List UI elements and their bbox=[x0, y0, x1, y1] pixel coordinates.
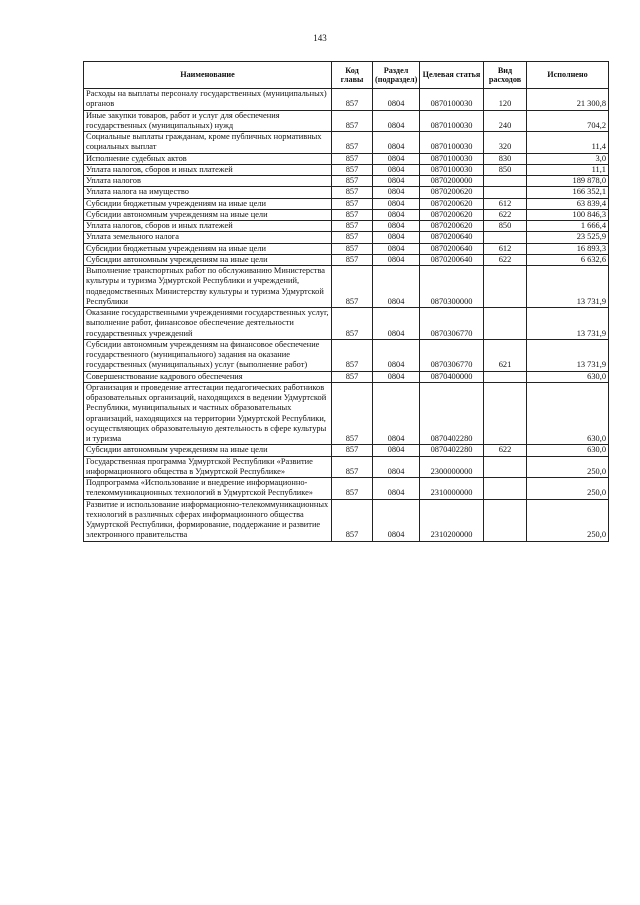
cell-type bbox=[484, 499, 527, 541]
cell-name: Субсидии бюджетным учреждениям на иные цели bbox=[84, 198, 332, 209]
cell-code: 857 bbox=[332, 266, 373, 308]
cell-code: 857 bbox=[332, 132, 373, 154]
cell-name: Исполнение судебных актов bbox=[84, 153, 332, 164]
cell-section: 0804 bbox=[373, 209, 420, 220]
cell-amount: 166 352,1 bbox=[527, 187, 609, 198]
cell-type: 621 bbox=[484, 339, 527, 371]
table-row bbox=[84, 254, 609, 265]
cell-name: Иные закупки товаров, работ и услуг для обеспечения государственных (муниципальных) нужд bbox=[84, 110, 332, 132]
cell-amount: 100 846,3 bbox=[527, 209, 609, 220]
table-row bbox=[84, 382, 609, 445]
cell-article: 0870100030 bbox=[420, 89, 484, 111]
cell-code: 857 bbox=[332, 499, 373, 541]
cell-amount: 11,4 bbox=[527, 132, 609, 154]
cell-section: 0804 bbox=[373, 187, 420, 198]
cell-name: Уплата земельного налога bbox=[84, 232, 332, 243]
cell-section: 0804 bbox=[373, 153, 420, 164]
cell-code: 857 bbox=[332, 254, 373, 265]
cell-type: 850 bbox=[484, 221, 527, 232]
cell-code: 857 bbox=[332, 209, 373, 220]
cell-article: 0870306770 bbox=[420, 339, 484, 371]
cell-amount: 630,0 bbox=[527, 445, 609, 456]
cell-amount: 23 525,9 bbox=[527, 232, 609, 243]
cell-type bbox=[484, 478, 527, 500]
cell-section: 0804 bbox=[373, 89, 420, 111]
page-number: 143 bbox=[313, 33, 327, 43]
table-row bbox=[84, 499, 609, 541]
table-row bbox=[84, 209, 609, 220]
table-row bbox=[84, 110, 609, 132]
cell-article: 0870200620 bbox=[420, 198, 484, 209]
cell-name: Субсидии автономным учреждениям на финансовое обеспечение государственного (муниципального) задания на оказание государственных (муниципальных) услуг (выполнение работ) bbox=[84, 339, 332, 371]
cell-type bbox=[484, 232, 527, 243]
cell-amount: 704,2 bbox=[527, 110, 609, 132]
table-row bbox=[84, 187, 609, 198]
header-section: Раздел (подраздел) bbox=[373, 62, 420, 89]
table-row bbox=[84, 243, 609, 254]
cell-name: Социальные выплаты гражданам, кроме публичных нормативных социальных выплат bbox=[84, 132, 332, 154]
cell-code: 857 bbox=[332, 198, 373, 209]
cell-section: 0804 bbox=[373, 132, 420, 154]
table-row bbox=[84, 153, 609, 164]
table-row bbox=[84, 266, 609, 308]
table-row bbox=[84, 89, 609, 111]
cell-section: 0804 bbox=[373, 176, 420, 187]
cell-code: 857 bbox=[332, 445, 373, 456]
table-row bbox=[84, 371, 609, 382]
cell-section: 0804 bbox=[373, 232, 420, 243]
cell-article: 2310000000 bbox=[420, 478, 484, 500]
cell-article: 0870306770 bbox=[420, 308, 484, 340]
cell-section: 0804 bbox=[373, 221, 420, 232]
cell-article: 0870100030 bbox=[420, 164, 484, 175]
cell-type: 612 bbox=[484, 243, 527, 254]
cell-article: 0870300000 bbox=[420, 266, 484, 308]
cell-type bbox=[484, 371, 527, 382]
cell-section: 0804 bbox=[373, 456, 420, 478]
cell-amount: 13 731,9 bbox=[527, 308, 609, 340]
table-row bbox=[84, 308, 609, 340]
cell-article: 0870100030 bbox=[420, 153, 484, 164]
cell-article: 2300000000 bbox=[420, 456, 484, 478]
cell-code: 857 bbox=[332, 382, 373, 445]
cell-section: 0804 bbox=[373, 266, 420, 308]
cell-name: Субсидии автономным учреждениям на иные цели bbox=[84, 209, 332, 220]
cell-amount: 250,0 bbox=[527, 499, 609, 541]
cell-code: 857 bbox=[332, 164, 373, 175]
table-row bbox=[84, 132, 609, 154]
cell-name: Расходы на выплаты персоналу государственных (муниципальных) органов bbox=[84, 89, 332, 111]
cell-section: 0804 bbox=[373, 371, 420, 382]
cell-name: Субсидии автономным учреждениям на иные цели bbox=[84, 445, 332, 456]
cell-type bbox=[484, 266, 527, 308]
cell-article: 2310200000 bbox=[420, 499, 484, 541]
cell-name: Развитие и использование информационно-телекоммуникационных технологий в различных сферах информационного общества Удмуртской Республики, формирование, поддержание и развитие электронного правительства bbox=[84, 499, 332, 541]
cell-name: Уплата налога на имущество bbox=[84, 187, 332, 198]
cell-name: Подпрограмма «Использование и внедрение информационно-телекоммуникационных технологий в Удмуртской Республике» bbox=[84, 478, 332, 500]
table-row bbox=[84, 221, 609, 232]
cell-name: Субсидии автономным учреждениям на иные цели bbox=[84, 254, 332, 265]
header-article: Целевая статья bbox=[420, 62, 484, 89]
cell-code: 857 bbox=[332, 89, 373, 111]
cell-name: Государственная программа Удмуртской Республики «Развитие информационного общества в Удмуртской Республике» bbox=[84, 456, 332, 478]
table-row bbox=[84, 176, 609, 187]
cell-type bbox=[484, 308, 527, 340]
cell-code: 857 bbox=[332, 478, 373, 500]
cell-section: 0804 bbox=[373, 110, 420, 132]
cell-article: 0870200620 bbox=[420, 209, 484, 220]
cell-amount: 21 300,8 bbox=[527, 89, 609, 111]
cell-section: 0804 bbox=[373, 339, 420, 371]
table-row bbox=[84, 478, 609, 500]
cell-type: 612 bbox=[484, 198, 527, 209]
cell-article: 0870402280 bbox=[420, 382, 484, 445]
cell-type bbox=[484, 382, 527, 445]
cell-article: 0870200640 bbox=[420, 232, 484, 243]
cell-type bbox=[484, 456, 527, 478]
cell-article: 0870200000 bbox=[420, 176, 484, 187]
cell-type: 240 bbox=[484, 110, 527, 132]
cell-code: 857 bbox=[332, 339, 373, 371]
cell-name: Уплата налогов bbox=[84, 176, 332, 187]
cell-section: 0804 bbox=[373, 198, 420, 209]
cell-type: 320 bbox=[484, 132, 527, 154]
cell-name: Уплата налогов, сборов и иных платежей bbox=[84, 164, 332, 175]
cell-type: 830 bbox=[484, 153, 527, 164]
cell-amount: 6 632,6 bbox=[527, 254, 609, 265]
cell-code: 857 bbox=[332, 243, 373, 254]
budget-table bbox=[83, 61, 609, 542]
cell-section: 0804 bbox=[373, 499, 420, 541]
cell-article: 0870402280 bbox=[420, 445, 484, 456]
cell-type bbox=[484, 187, 527, 198]
cell-amount: 1 666,4 bbox=[527, 221, 609, 232]
cell-code: 857 bbox=[332, 232, 373, 243]
table-row bbox=[84, 445, 609, 456]
cell-amount: 250,0 bbox=[527, 478, 609, 500]
table-row bbox=[84, 456, 609, 478]
cell-amount: 189 878,0 bbox=[527, 176, 609, 187]
cell-amount: 13 731,9 bbox=[527, 339, 609, 371]
table-row bbox=[84, 164, 609, 175]
cell-article: 0870400000 bbox=[420, 371, 484, 382]
table-row bbox=[84, 339, 609, 371]
cell-amount: 630,0 bbox=[527, 371, 609, 382]
cell-section: 0804 bbox=[373, 478, 420, 500]
cell-name: Оказание государственными учреждениями государственных услуг, выполнение работ, финансовое обеспечение деятельности государственных учреждений bbox=[84, 308, 332, 340]
cell-code: 857 bbox=[332, 308, 373, 340]
cell-name: Выполнение транспортных работ по обслуживанию Министерства культуры и туризма Удмуртской Республики и учреждений, подведомственных Министерству культуры и туризма Удмуртской Республики bbox=[84, 266, 332, 308]
header-name: Наименование bbox=[84, 62, 332, 89]
cell-article: 0870100030 bbox=[420, 110, 484, 132]
cell-section: 0804 bbox=[373, 308, 420, 340]
cell-name: Уплата налогов, сборов и иных платежей bbox=[84, 221, 332, 232]
cell-amount: 630,0 bbox=[527, 382, 609, 445]
cell-code: 857 bbox=[332, 221, 373, 232]
cell-section: 0804 bbox=[373, 445, 420, 456]
cell-name: Совершенствование кадрового обеспечения bbox=[84, 371, 332, 382]
cell-amount: 13 731,9 bbox=[527, 266, 609, 308]
header-amount: Исполнено bbox=[527, 62, 609, 89]
cell-code: 857 bbox=[332, 371, 373, 382]
cell-type: 622 bbox=[484, 254, 527, 265]
table-row bbox=[84, 198, 609, 209]
cell-amount: 3,0 bbox=[527, 153, 609, 164]
header-code: Код главы bbox=[332, 62, 373, 89]
cell-code: 857 bbox=[332, 187, 373, 198]
cell-type: 850 bbox=[484, 164, 527, 175]
cell-name: Субсидии бюджетным учреждениям на иные цели bbox=[84, 243, 332, 254]
cell-amount: 16 893,3 bbox=[527, 243, 609, 254]
table-row bbox=[84, 232, 609, 243]
cell-code: 857 bbox=[332, 153, 373, 164]
cell-section: 0804 bbox=[373, 254, 420, 265]
cell-type: 120 bbox=[484, 89, 527, 111]
cell-section: 0804 bbox=[373, 382, 420, 445]
cell-section: 0804 bbox=[373, 164, 420, 175]
cell-article: 0870100030 bbox=[420, 132, 484, 154]
cell-section: 0804 bbox=[373, 243, 420, 254]
cell-article: 0870200640 bbox=[420, 243, 484, 254]
table-header-row bbox=[84, 62, 609, 89]
cell-code: 857 bbox=[332, 110, 373, 132]
cell-amount: 250,0 bbox=[527, 456, 609, 478]
cell-code: 857 bbox=[332, 176, 373, 187]
cell-type: 622 bbox=[484, 209, 527, 220]
cell-article: 0870200620 bbox=[420, 187, 484, 198]
header-type: Вид расходов bbox=[484, 62, 527, 89]
cell-amount: 63 839,4 bbox=[527, 198, 609, 209]
cell-article: 0870200620 bbox=[420, 221, 484, 232]
cell-type bbox=[484, 176, 527, 187]
cell-name: Организация и проведение аттестации педагогических работников образовательных организаций, находящихся в ведении Удмуртской Республики, муниципальных и частных образовательных организаций, находящихся на территории Удмуртской Республики, осуществляющих образовательную деятельность в сфере культуры и туризма bbox=[84, 382, 332, 445]
cell-article: 0870200640 bbox=[420, 254, 484, 265]
cell-type: 622 bbox=[484, 445, 527, 456]
cell-amount: 11,1 bbox=[527, 164, 609, 175]
cell-code: 857 bbox=[332, 456, 373, 478]
